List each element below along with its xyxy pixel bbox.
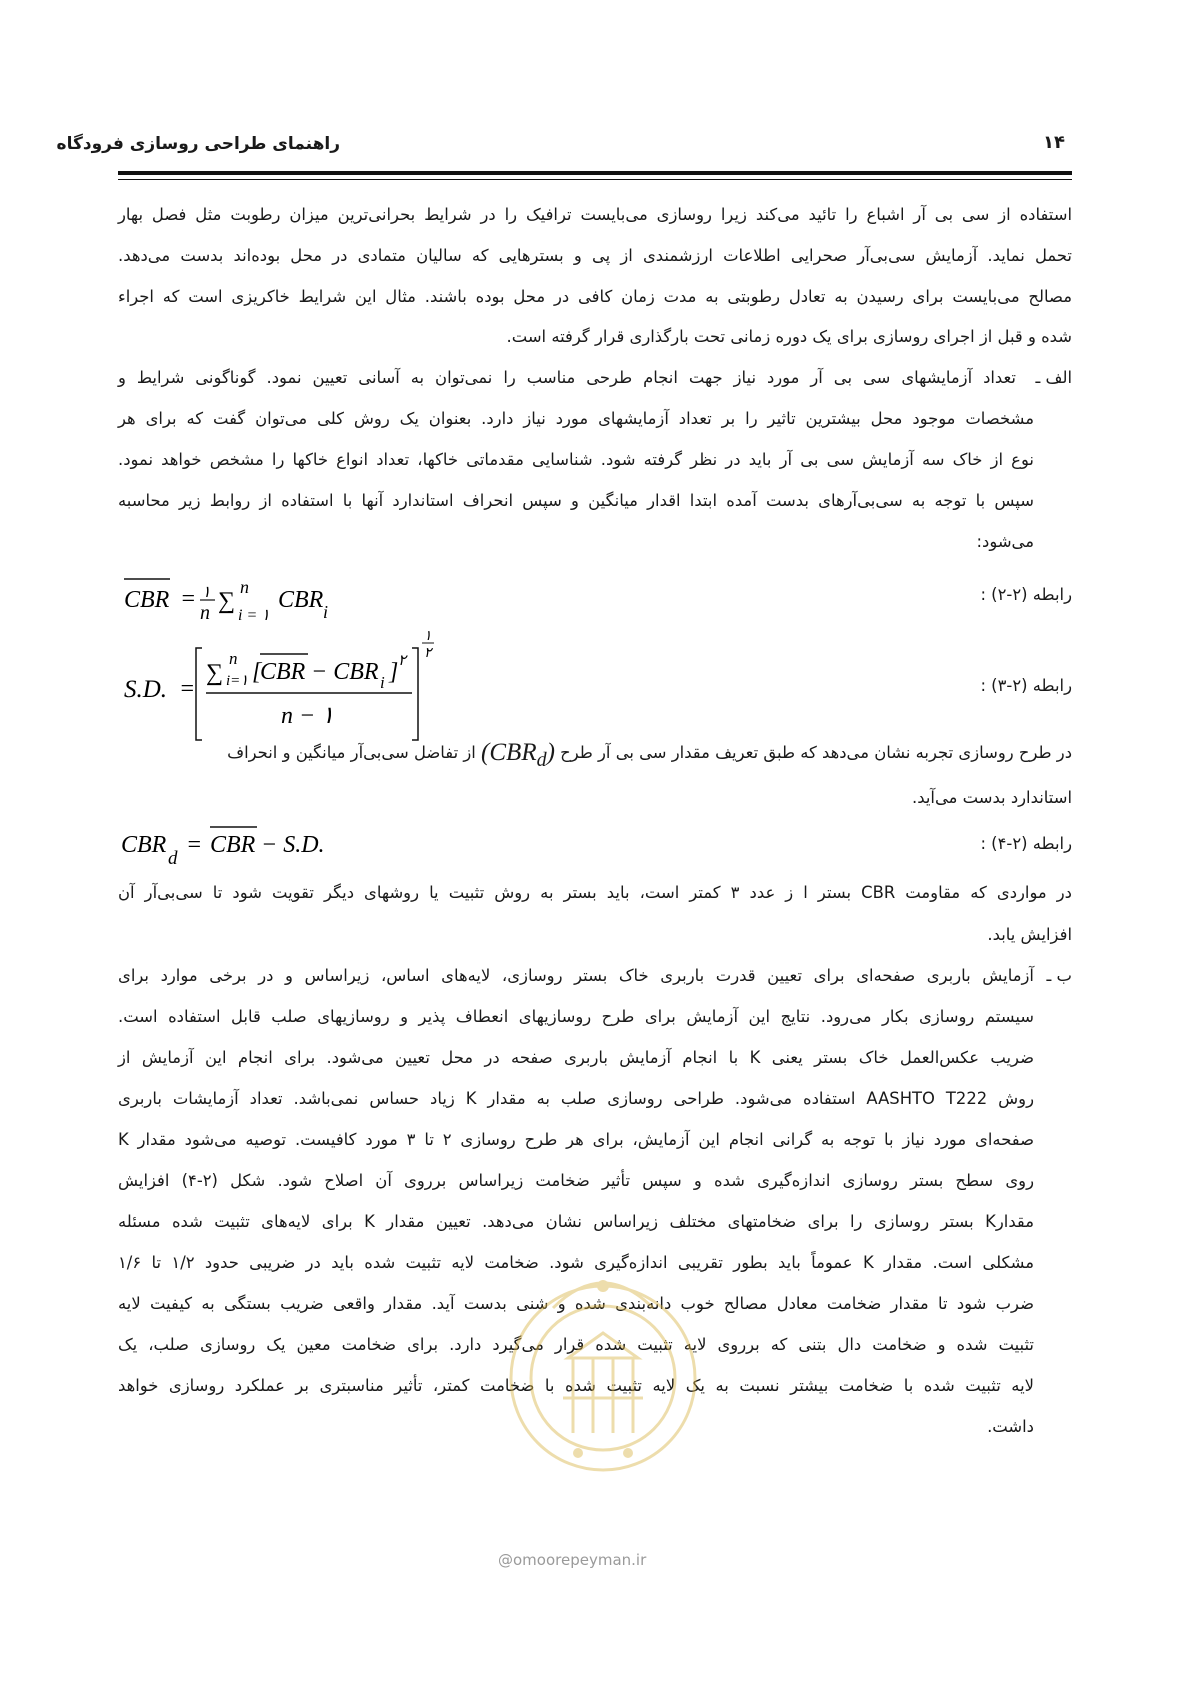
list-item-line: ضریب عکس‌العمل خاک بستر یعنی K با انجام آزمایش باربری صفحه در محل تعیین می‌شود. برای انجام این آزمایش از [118, 1048, 1034, 1067]
formula-term: CBR [278, 587, 324, 613]
list-item-line: داشت. [987, 1417, 1034, 1436]
formula-close-bracket: ] [389, 659, 399, 685]
formula-rhs-rest: − S.D. [261, 832, 325, 858]
list-item-line: روی سطح بستر روسازی اندازه‌گیری شده و سپس تأثیر ضخامت زیراساس برروی آن اصلاح شود. شکل (۲-۴) افزایش [118, 1171, 1034, 1190]
paragraph-line: استاندارد بدست می‌آید. [912, 788, 1072, 807]
formula-frac-den: n [200, 602, 210, 624]
watermark-url: @omoorepeyman.ir [498, 1551, 647, 1569]
formula-lhs: CBR [124, 587, 170, 613]
formula-cbr-mean: CBR [260, 659, 306, 685]
equation-label: رابطه (۲-۴) : [980, 834, 1072, 853]
paragraph-line [118, 739, 1072, 772]
formula-lhs: S.D. [124, 676, 168, 703]
formula-sigma: ∑ [206, 660, 224, 686]
list-item-line: مقدارK بستر روسازی را برای ضخامتهای مختلف زیراساس نشان می‌دهد. تعیین مقدار K برای لایه‌های تثبیت شده مسئله [118, 1212, 1035, 1231]
formula-lower: i = ۱ [238, 607, 270, 624]
list-item-line: تعداد آزمایشهای سی بی آر مورد نیاز جهت انجام طرحی مناسب را نمی‌توان به آسانی تعیین نمود. گوناگونی شرایط و [118, 368, 1016, 387]
paragraph-line: در مواردی که مقاومت CBR بستر ا ز عدد ۳ کمتر است، باید بستر به روش تثبیت یا روشهای دیگر تقویت شود تا سی‌بی‌آر آن [118, 883, 1072, 902]
list-item-line: مشکلی است. مقدار K عموماً باید بطور تقریبی اندازه‌گیری شود. ضخامت لایه تثبیت شده باید در ضریبی حدود ۱/۲ تا ۱/۶ [118, 1253, 1034, 1272]
formula-lhs-sub: d [168, 848, 178, 869]
formula-sub: i [323, 602, 329, 622]
watermark-logo [493, 1238, 713, 1488]
formula-sub: i [380, 673, 385, 692]
formula-sigma: ∑ [218, 588, 236, 614]
list-label-alef: الف ـ [1035, 368, 1072, 387]
formula-exp-num: ۱ [424, 629, 432, 644]
list-item-line: تثبیت شده و ضخامت دال بتنی که برروی لایه تثبیت شده قرار می‌گیرد دارد. برای ضخامت معین یک روسازی صلب، یک [118, 1335, 1034, 1354]
list-item-line: آزمایش باربری صفحه‌ای برای تعیین قدرت باربری خاک بستر روسازی، لایه‌های اساس، زیراساس و در برخی موارد برای [118, 966, 1034, 985]
list-item-line: مشخصات موجود محل بیشترین تاثیر را بر تعداد آزمایشهای مورد نیاز دارد. بعنوان یک روش کلی می‌توان گفت که برای هر [118, 409, 1034, 428]
formula-rhs-bar: CBR [210, 832, 256, 858]
paragraph-text-end: از تفاضل سی‌بی‌آر میانگین و انحراف [227, 743, 476, 762]
formula-equals: = [180, 586, 197, 612]
paragraph-line: افزایش یابد. [987, 925, 1072, 944]
formula-open-bracket: [ [252, 659, 262, 685]
header-rule-thin [118, 179, 1072, 180]
formula-denominator: n − ۱ [281, 703, 335, 729]
list-item-line: می‌شود: [976, 532, 1034, 551]
list-label-be: ب ـ [1046, 966, 1072, 985]
formula-lhs: CBR [121, 832, 167, 858]
equation-label: رابطه (۲-۳) : [980, 676, 1072, 695]
formula-equals: = [186, 832, 203, 858]
inline-symbol: $(CBR_d)$ [481, 739, 555, 771]
list-item-line: سیستم روسازی بکار می‌رود. نتایج این آزمایش برای طرح روسازیهای انعطاف پذیر و روسازیهای صلب قابل استفاده است. [118, 1007, 1034, 1026]
page-number: ۱۴ [1043, 132, 1065, 153]
formula-frac-num: ۱ [202, 584, 211, 601]
header-rule-thick [118, 171, 1072, 175]
equation-label: رابطه (۲-۲) : [980, 585, 1072, 604]
running-title: راهنمای طراحی روسازی فرودگاه [56, 134, 340, 154]
paragraph-line: شده و قبل از اجرای روسازی برای یک دوره زمانی تحت بارگذاری قرار گرفته است. [506, 327, 1072, 346]
paragraph-line: مصالح می‌بایست برای رسیدن به تعادل رطوبتی به مدت زمان کافی در محل بوده باشند. مثال این شرایط خاکریزی است که اجراء [118, 287, 1072, 306]
list-item-line: نوع از خاک سه آزمایش سی بی آر باید در نظر گرفته شود. شناسایی مقدماتی خاکها، تعداد انواع خاکها را مشخص خواهد نمود. [118, 450, 1034, 469]
formula-power: ۲ [398, 653, 407, 669]
list-item-line: روش AASHTO T222 استفاده می‌شود. طراحی روسازی صلب به مقدار K زیاد حساس نمی‌باشد. تعداد آزمایشات باربری [118, 1089, 1034, 1108]
list-item-line: لایه تثبیت شده با ضخامت بیشتر نسبت به یک لایه تثبیت شده با ضخامت کمتر، تأثیر مناسبتری بر عملکرد روسازی خواهد [118, 1376, 1034, 1395]
list-item-line: صفحه‌ای مورد نیاز با توجه به گرانی انجام این آزمایش، برای هر طرح روسازی ۲ تا ۳ مورد کافیست. توصیه می‌شود مقدار K [118, 1130, 1034, 1149]
formula-equals: = [179, 676, 196, 702]
formula-lower: i=۱ [226, 673, 249, 689]
list-item-line: سپس با توجه به سی‌بی‌آرهای بدست آمده ابتدا اقدار میانگین و سپس انحراف استاندارد آنها با استفاده از روابط زیر محاسبه [118, 491, 1034, 510]
formula-standard-deviation [118, 618, 478, 752]
formula-upper: n [240, 577, 249, 597]
paragraph-line: استفاده از سی بی آر اشباع را تائید می‌کند زیرا روسازی می‌بایست ترافیک را در شرایط بحرانی‌ترین میزان رطوبت مثل فصل بهار [118, 205, 1072, 224]
formula-minus-cbr: − CBR [311, 659, 379, 685]
list-item-line: ضرب شود تا مقدار ضخامت معادل مصالح خوب دانه‌بندی شده و شنی بدست آید. مقدار واقعی ضریب بستگی به کیفیت لایه [118, 1294, 1034, 1313]
formula-design-cbr [118, 818, 358, 882]
paragraph-text-start: در طرح روسازی تجربه نشان می‌دهد که طبق تعریف مقدار سی بی آر طرح [560, 743, 1072, 762]
formula-upper: n [229, 649, 238, 668]
formula-exp-den: ۲ [424, 646, 432, 661]
paragraph-line: تحمل نماید. آزمایش سی‌بی‌آر صحرایی اطلاعات ارزشمندی از پی و بسترهایی که سالیان متمادی در محل بوده‌اند بدست می‌دهد. [118, 246, 1072, 265]
